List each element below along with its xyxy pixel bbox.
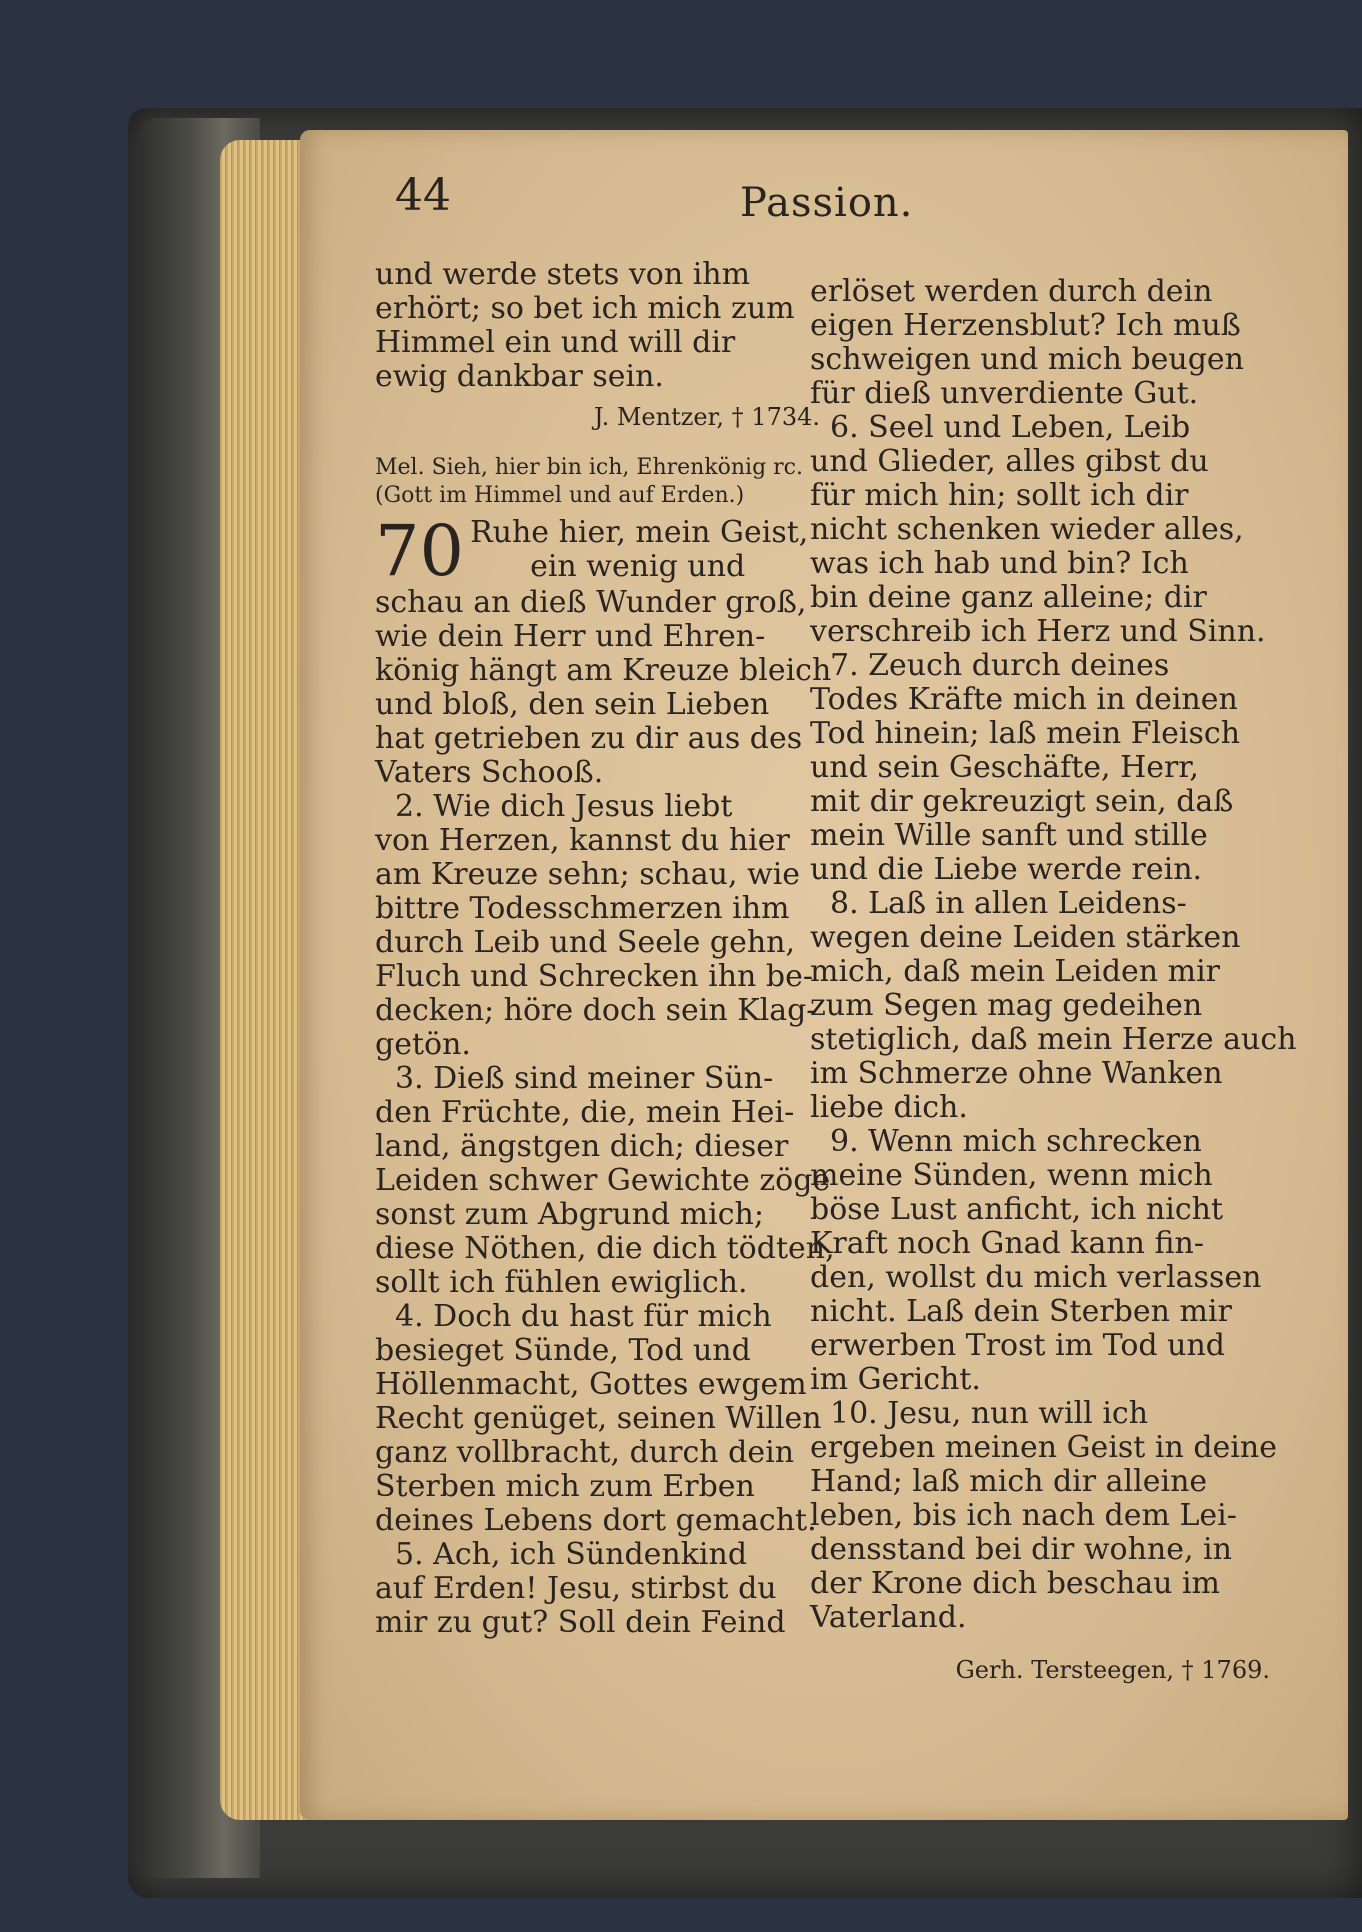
text-line: Todes Kräfte mich in deinen xyxy=(810,682,1238,717)
text-line: mich, daß mein Leiden mir xyxy=(810,954,1221,989)
hymn-number: 70 xyxy=(375,510,465,592)
text-line: und werde stets von ihm xyxy=(375,257,751,292)
text-line: ein wenig und xyxy=(530,549,746,584)
verse-1 xyxy=(375,585,832,790)
text-line: bin deine ganz alleine; dir xyxy=(810,580,1207,615)
text-line: 7. Zeuch durch deines xyxy=(830,648,1170,683)
prev-hymn-author: J. Mentzer, † 1734. xyxy=(593,403,820,431)
text-line: Hand; laß mich dir alleine xyxy=(810,1464,1208,1499)
text-line: Ruhe hier, mein Geist, xyxy=(470,515,809,550)
text-line: mit dir gekreuzigt sein, daß xyxy=(810,784,1234,819)
melody-line: Mel. Sieh, hier bin ich, Ehrenkönig rc. xyxy=(375,455,804,480)
text-line: stetiglich, daß mein Herze auch xyxy=(810,1022,1297,1057)
text-line: erhört; so bet ich mich zum xyxy=(375,291,795,326)
verse-7 xyxy=(810,649,1270,887)
text-line: nicht schenken wieder alles, xyxy=(810,512,1244,547)
text-line: bittre Todesschmerzen ihm xyxy=(375,891,790,926)
text-line: Höllenmacht, Gottes ewgem xyxy=(375,1367,807,1402)
text-line: decken; höre doch sein Klag- xyxy=(375,993,817,1028)
text-line: für mich hin; sollt ich dir xyxy=(810,478,1189,513)
text-line: 2. Wie dich Jesus liebt xyxy=(395,789,733,824)
text-line: was ich hab und bin? Ich xyxy=(810,546,1189,581)
text-line: 6. Seel und Leben, Leib xyxy=(830,410,1191,445)
verse-10 xyxy=(810,1396,1277,1635)
page-number: 44 xyxy=(395,170,451,221)
melody-note xyxy=(375,454,820,510)
text-line: und die Liebe werde rein. xyxy=(810,852,1203,887)
melody-line: (Gott im Himmel und auf Erden.) xyxy=(375,483,745,508)
text-line: im Gericht. xyxy=(810,1362,981,1397)
prev-hymn-ending xyxy=(375,258,820,394)
text-line: ewig dankbar sein. xyxy=(375,359,664,394)
text-line: hat getrieben zu dir aus des xyxy=(375,721,803,756)
text-line: land, ängstgen dich; dieser xyxy=(375,1129,789,1164)
text-line: Vaterland. xyxy=(810,1600,967,1635)
text-line: Sterben mich zum Erben xyxy=(375,1469,755,1504)
text-line: Recht genüget, seinen Willen xyxy=(375,1401,822,1436)
text-line: Tod hinein; laß mein Fleisch xyxy=(810,716,1241,751)
text-line: 3. Dieß sind meiner Sün- xyxy=(395,1061,774,1096)
text-line: sonst zum Abgrund mich; xyxy=(375,1197,764,1232)
text-line: der Krone dich beschau im xyxy=(810,1566,1220,1601)
text-line: diese Nöthen, die dich tödten, xyxy=(375,1231,835,1266)
text-line: von Herzen, kannst du hier xyxy=(375,823,790,858)
text-line: ergeben meinen Geist in deine xyxy=(810,1430,1277,1465)
text-line: liebe dich. xyxy=(810,1090,968,1125)
text-line: 9. Wenn mich schrecken xyxy=(830,1124,1202,1159)
text-line: für dieß unverdiente Gut. xyxy=(810,376,1199,411)
text-line: 5. Ach, ich Sündenkind xyxy=(395,1537,748,1572)
text-line: deines Lebens dort gemacht. xyxy=(375,1503,817,1538)
text-line: verschreib ich Herz und Sinn. xyxy=(810,614,1266,649)
hymn-author: Gerh. Tersteegen, † 1769. xyxy=(955,1656,1270,1684)
page-edges xyxy=(220,140,310,1820)
text-line: densstand bei dir wohne, in xyxy=(810,1532,1232,1567)
text-line: im Schmerze ohne Wanken xyxy=(810,1056,1223,1091)
left-column xyxy=(375,257,835,1640)
verse-6 xyxy=(810,411,1270,649)
text-line: könig hängt am Kreuze bleich xyxy=(375,653,832,688)
verse-3 xyxy=(375,1061,835,1300)
hymn-first-lines xyxy=(470,516,820,584)
text-line: mir zu gut? Soll dein Feind xyxy=(375,1605,786,1640)
verse-5-continued xyxy=(810,275,1270,411)
text-line: und sein Geschäfte, Herr, xyxy=(810,750,1199,785)
text-line: am Kreuze sehn; schau, wie xyxy=(375,857,801,892)
text-line: eigen Herzensblut? Ich muß xyxy=(810,308,1241,343)
text-line: Himmel ein und will dir xyxy=(375,325,736,360)
text-line: Fluch und Schrecken ihn be- xyxy=(375,959,814,994)
text-line: durch Leib und Seele gehn, xyxy=(375,925,795,960)
text-line: auf Erden! Jesu, stirbst du xyxy=(375,1571,777,1606)
text-line: erlöset werden durch dein xyxy=(810,274,1213,309)
text-line: Vaters Schooß. xyxy=(375,755,604,790)
text-line: leben, bis ich nach dem Lei- xyxy=(810,1498,1237,1533)
text-line: getön. xyxy=(375,1027,471,1062)
text-line: und Glieder, alles gibst du xyxy=(810,444,1209,479)
text-line: wegen deine Leiden stärken xyxy=(810,920,1241,955)
text-line: schau an dieß Wunder groß, xyxy=(375,585,807,620)
text-line: wie dein Herr und Ehren- xyxy=(375,619,766,654)
text-line: meine Sünden, wenn mich xyxy=(810,1158,1213,1193)
verse-5 xyxy=(375,1538,820,1640)
text-line: erwerben Trost im Tod und xyxy=(810,1328,1225,1363)
text-line: 4. Doch du hast für mich xyxy=(395,1299,772,1334)
text-line: zum Segen mag gedeihen xyxy=(810,988,1203,1023)
text-line: Leiden schwer Gewichte zöge xyxy=(375,1163,831,1198)
verse-4 xyxy=(375,1300,820,1538)
text-line: mein Wille sanft und stille xyxy=(810,818,1208,853)
text-line: Kraft noch Gnad kann fin- xyxy=(810,1226,1204,1261)
text-line: böse Lust anficht, ich nicht xyxy=(810,1192,1223,1227)
verse-9 xyxy=(810,1125,1270,1397)
text-line: sollt ich fühlen ewiglich. xyxy=(375,1265,748,1300)
verse-8 xyxy=(810,886,1297,1125)
text-line: 8. Laß in allen Leidens- xyxy=(830,886,1187,921)
text-line: besieget Sünde, Tod und xyxy=(375,1333,751,1368)
hymn-opening xyxy=(375,510,820,592)
text-line: 10. Jesu, nun will ich xyxy=(830,1396,1149,1431)
text-line: den, wollst du mich verlassen xyxy=(810,1260,1262,1295)
text-line: nicht. Laß dein Sterben mir xyxy=(810,1294,1232,1329)
running-head: Passion. xyxy=(740,180,914,226)
text-line: und bloß, den sein Lieben xyxy=(375,687,770,722)
text-line: schweigen und mich beugen xyxy=(810,342,1245,377)
text-line: den Früchte, die, mein Hei- xyxy=(375,1095,795,1130)
text-line: ganz vollbracht, durch dein xyxy=(375,1435,795,1470)
right-column xyxy=(810,274,1297,1711)
verse-2 xyxy=(375,790,820,1062)
